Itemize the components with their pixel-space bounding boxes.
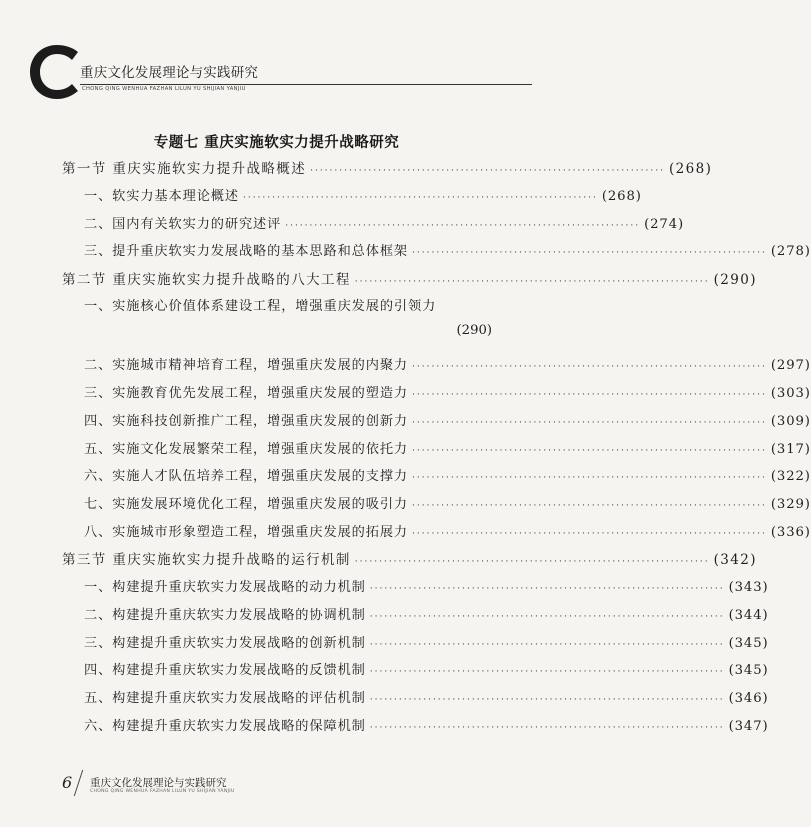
- toc-page-number: (346): [728, 691, 769, 706]
- toc-entry-row[interactable]: [84, 604, 769, 623]
- page-number: 6: [62, 773, 73, 792]
- toc-page-number: (268): [668, 161, 713, 177]
- footer-book-title: 重庆文化发展理论与实践研究: [90, 777, 227, 789]
- toc-entry-row[interactable]: [84, 438, 811, 457]
- toc-entry-row[interactable]: [84, 687, 769, 706]
- toc-page-number: (322): [770, 469, 811, 484]
- toc-entry-row[interactable]: [84, 659, 769, 678]
- toc-entry-row[interactable]: [84, 185, 642, 204]
- toc-chapter-row[interactable]: [62, 157, 713, 177]
- toc-page-number: (268): [601, 189, 642, 204]
- toc-leader-dots: ·········································································: [285, 221, 641, 231]
- toc-entry-title: 第二节 重庆实施软实力提升战略的八大工程: [62, 272, 351, 288]
- toc-entry-title: 七、实施发展环境优化工程，增强重庆发展的吸引力: [84, 497, 409, 512]
- toc-entry-row[interactable]: [84, 632, 769, 651]
- toc-entry-row[interactable]: [84, 240, 811, 259]
- toc-entry-row[interactable]: [84, 465, 811, 484]
- page-header: [28, 44, 533, 100]
- toc-entry-title: 三、实施教育优先发展工程，增强重庆发展的塑造力: [84, 386, 409, 401]
- toc-entry-row[interactable]: [84, 410, 811, 429]
- toc-entry-row[interactable]: [84, 493, 811, 512]
- toc-entry-title: 二、国内有关软实力的研究述评: [84, 217, 282, 232]
- toc-leader-dots: ·········································································: [242, 193, 598, 203]
- toc-leader-dots: ·········································································: [412, 248, 767, 258]
- footer-divider: [74, 770, 83, 796]
- toc-page-number: (290): [456, 323, 492, 338]
- toc-leader-dots: ·········································································: [354, 557, 710, 567]
- toc-entry-title: 第一节 重庆实施软实力提升战略概述: [62, 161, 307, 177]
- book-title: 重庆文化发展理论与实践研究: [80, 65, 259, 81]
- toc-entry-title: 二、构建提升重庆软实力发展战略的协调机制: [84, 608, 366, 623]
- header-divider: [80, 84, 532, 85]
- toc-entry-row[interactable]: [84, 715, 769, 734]
- toc-leader-dots: ·········································································: [369, 667, 725, 677]
- toc-page-number: (343): [728, 580, 769, 595]
- toc-entry-title: 第三节 重庆实施软实力提升战略的运行机制: [62, 552, 351, 568]
- book-title-pinyin: CHONG QING WENHUA FAZHAN LILUN YU SHIJIAN YANJIU: [82, 86, 246, 92]
- toc-entry-row[interactable]: [84, 521, 811, 540]
- toc-entry-title: 八、实施城市形象塑造工程，增强重庆发展的拓展力: [84, 525, 409, 540]
- toc-entry-title: 五、实施文化发展繁荣工程，增强重庆发展的依托力: [84, 442, 409, 457]
- toc-leader-dots: ·········································································: [369, 612, 725, 622]
- toc-page-number: (345): [728, 636, 769, 651]
- toc-leader-dots: ·········································································: [369, 695, 725, 705]
- toc-page-number: (336): [770, 525, 811, 540]
- toc-entry-title: 五、构建提升重庆软实力发展战略的评估机制: [84, 691, 366, 706]
- toc-leader-dots: ·········································································: [412, 362, 767, 372]
- section-title: 专题七 重庆实施软实力提升战略研究: [153, 135, 400, 151]
- toc-leader-dots: ·········································································: [412, 473, 767, 483]
- toc-entry-row[interactable]: [84, 213, 685, 232]
- toc-leader-dots: ·········································································: [412, 501, 767, 511]
- toc-page-number: (344): [728, 608, 769, 623]
- toc-leader-dots: ·········································································: [310, 166, 665, 176]
- toc-page-number: (290): [713, 272, 757, 288]
- footer-book-title-pinyin: CHONG QING WENHUA FAZHAN LILUN YU SHIJIAN YANJIU: [90, 789, 235, 794]
- toc-leader-dots: ·········································································: [354, 277, 710, 287]
- toc-page-number: (342): [713, 552, 757, 568]
- toc-entry-title: 一、软实力基本理论概述: [84, 189, 239, 204]
- toc-page-number: (297): [770, 358, 811, 373]
- toc-leader-dots: ·········································································: [412, 418, 767, 428]
- toc-page-number: (303): [770, 386, 811, 401]
- toc-entry-title: 六、构建提升重庆软实力发展战略的保障机制: [84, 719, 366, 734]
- toc-entry-title: 三、提升重庆软实力发展战略的基本思路和总体框架: [84, 244, 409, 259]
- toc-entry-title[interactable]: 一、实施核心价值体系建设工程，增强重庆发展的引领力: [84, 299, 437, 314]
- toc-leader-dots: ·········································································: [369, 640, 725, 650]
- toc-entry-title: 四、实施科技创新推广工程，增强重庆发展的创新力: [84, 414, 409, 429]
- toc-entry-row[interactable]: [84, 382, 811, 401]
- toc-chapter-row[interactable]: [62, 548, 757, 568]
- toc-page-number: (317): [770, 442, 811, 457]
- toc-entry-title: 一、构建提升重庆软实力发展战略的动力机制: [84, 580, 366, 595]
- toc-page-number: (347): [728, 719, 769, 734]
- toc-leader-dots: ·········································································: [369, 584, 725, 594]
- toc-page-number: (274): [644, 217, 685, 232]
- toc-leader-dots: ·········································································: [412, 446, 767, 456]
- toc-page-number: (309): [770, 414, 811, 429]
- toc-leader-dots: ·········································································: [369, 723, 725, 733]
- toc-entry-title: 二、实施城市精神培育工程，增强重庆发展的内聚力: [84, 358, 409, 373]
- toc-entry-row[interactable]: [84, 576, 769, 595]
- toc-page-number: (345): [728, 663, 769, 678]
- toc-leader-dots: ·········································································: [412, 529, 767, 539]
- toc-entry-title: 六、实施人才队伍培养工程，增强重庆发展的支撑力: [84, 469, 409, 484]
- toc-entry-title: 四、构建提升重庆软实力发展战略的反馈机制: [84, 663, 366, 678]
- toc-entry-title: 三、构建提升重庆软实力发展战略的创新机制: [84, 636, 366, 651]
- toc-page-number: (278): [770, 244, 811, 259]
- toc-chapter-row[interactable]: [62, 268, 757, 288]
- toc-leader-dots: ·········································································: [412, 390, 767, 400]
- toc-page-number: (329): [770, 497, 811, 512]
- toc-entry-row[interactable]: [84, 354, 811, 373]
